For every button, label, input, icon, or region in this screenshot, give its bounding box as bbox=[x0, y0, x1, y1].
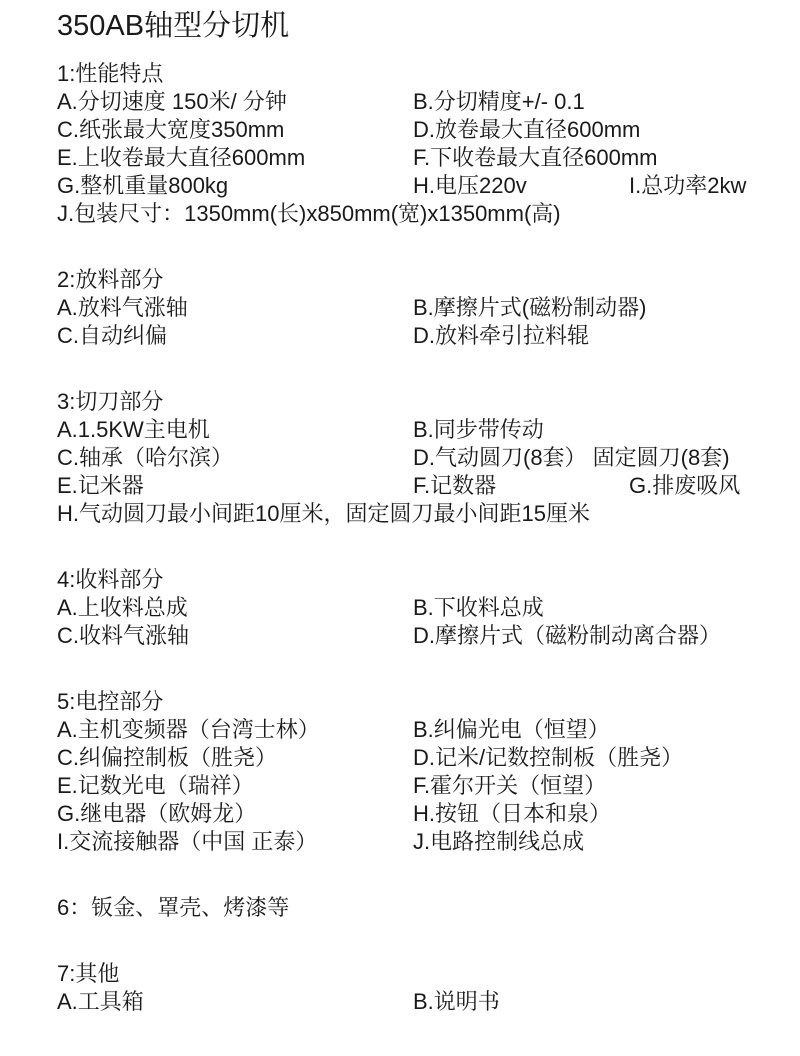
spec-row bbox=[57, 322, 800, 350]
spec-cell: G.排废吸风 bbox=[629, 473, 741, 498]
spec-cell: C.纠偏控制板（胜尧） bbox=[57, 745, 278, 770]
section-7-others bbox=[57, 960, 800, 1016]
spec-cell: A.上收料总成 bbox=[57, 595, 188, 620]
spec-cell: D.记米/记数控制板（胜尧） bbox=[413, 745, 684, 770]
spec-cell: C.收料气涨轴 bbox=[57, 623, 190, 648]
spec-cell: F.霍尔开关（恒望） bbox=[413, 773, 607, 798]
spec-cell: B.纠偏光电（恒望） bbox=[413, 717, 610, 742]
section-3-heading: 3:切刀部分 bbox=[57, 389, 164, 414]
spec-cell: H.气动圆刀最小间距10厘米，固定圆刀最小间距15厘米 bbox=[57, 501, 590, 526]
spec-row bbox=[57, 172, 800, 200]
spec-row bbox=[57, 116, 800, 144]
spec-row bbox=[57, 144, 800, 172]
spec-row bbox=[57, 772, 800, 800]
section-5-electrical bbox=[57, 688, 800, 856]
spec-row bbox=[57, 294, 800, 322]
spec-cell: C.轴承（哈尔滨） bbox=[57, 445, 234, 470]
spec-cell: B.分切精度+/- 0.1 bbox=[413, 89, 585, 114]
page-title: 350AB轴型分切机 bbox=[57, 10, 290, 42]
spec-cell: H.电压220v bbox=[413, 173, 527, 198]
spec-cell: J.电路控制线总成 bbox=[413, 829, 585, 854]
spec-cell: A.主机变频器（台湾士林） bbox=[57, 717, 320, 742]
spec-cell: D.放料牵引拉料辊 bbox=[413, 323, 590, 348]
spec-cell: I.总功率2kw bbox=[629, 173, 747, 198]
section-2-unwinding bbox=[57, 266, 800, 350]
section-1-performance bbox=[57, 60, 800, 228]
spec-row bbox=[57, 716, 800, 744]
section-4-rewinding bbox=[57, 566, 800, 650]
section-1-heading: 1:性能特点 bbox=[57, 61, 164, 86]
spec-row bbox=[57, 88, 800, 116]
spec-cell: B.摩擦片式(磁粉制动器) bbox=[413, 295, 647, 320]
spec-cell: C.自动纠偏 bbox=[57, 323, 168, 348]
spec-cell: E.上收卷最大直径600mm bbox=[57, 145, 306, 170]
spec-row bbox=[57, 594, 800, 622]
spec-row bbox=[57, 988, 800, 1016]
spec-row bbox=[57, 744, 800, 772]
spec-cell: A.分切速度 150米/ 分钟 bbox=[57, 89, 287, 114]
section-6-sheet-metal bbox=[57, 894, 800, 922]
section-3-cutter bbox=[57, 388, 800, 528]
spec-cell: H.按钮（日本和泉） bbox=[413, 801, 612, 826]
section-4-heading: 4:收料部分 bbox=[57, 567, 164, 592]
spec-row bbox=[57, 444, 800, 472]
spec-cell: D.气动圆刀(8套） 固定圆刀(8套) bbox=[413, 445, 730, 470]
spec-row bbox=[57, 416, 800, 444]
spec-cell: B.说明书 bbox=[413, 989, 500, 1014]
spec-row bbox=[57, 828, 800, 856]
spec-cell: D.放卷最大直径600mm bbox=[413, 117, 641, 142]
spec-cell: A.放料气涨轴 bbox=[57, 295, 188, 320]
spec-cell: G.继电器（欧姆龙） bbox=[57, 801, 257, 826]
spec-cell: A.工具箱 bbox=[57, 989, 144, 1014]
spec-cell: B.同步带传动 bbox=[413, 417, 544, 442]
section-6-heading: 6：钣金、罩壳、烤漆等 bbox=[57, 895, 290, 920]
spec-cell: G.整机重量800kg bbox=[57, 173, 229, 198]
spec-row bbox=[57, 622, 800, 650]
spec-row bbox=[57, 200, 800, 228]
spec-cell: J.包装尺寸：1350mm(长)x850mm(宽)x1350mm(高) bbox=[57, 201, 561, 226]
section-2-heading: 2:放料部分 bbox=[57, 267, 164, 292]
section-5-heading: 5:电控部分 bbox=[57, 689, 164, 714]
spec-cell: F.记数器 bbox=[413, 473, 497, 498]
spec-row bbox=[57, 500, 800, 528]
spec-cell: E.记米器 bbox=[57, 473, 144, 498]
spec-cell: E.记数光电（瑞祥） bbox=[57, 773, 254, 798]
section-7-heading: 7:其他 bbox=[57, 961, 120, 986]
spec-row bbox=[57, 472, 800, 500]
spec-cell: D.摩擦片式（磁粉制动离合器） bbox=[413, 623, 722, 648]
spec-cell: I.交流接触器（中国 正泰） bbox=[57, 829, 318, 854]
spec-cell: F.下收卷最大直径600mm bbox=[413, 145, 658, 170]
spec-row bbox=[57, 800, 800, 828]
spec-cell: A.1.5KW主电机 bbox=[57, 417, 210, 442]
spec-cell: C.纸张最大宽度350mm bbox=[57, 117, 285, 142]
spec-cell: B.下收料总成 bbox=[413, 595, 544, 620]
